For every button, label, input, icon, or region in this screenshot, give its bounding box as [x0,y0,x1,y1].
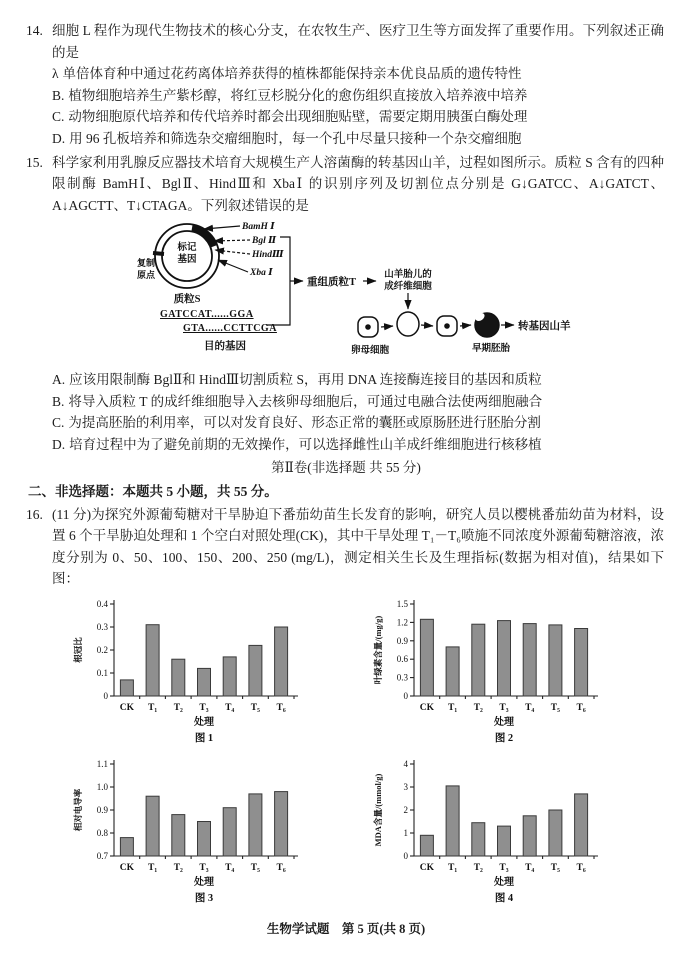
svg-text:图 4: 图 4 [494,893,514,905]
svg-text:图 3: 图 3 [194,893,214,905]
svg-text:T₂: T₂ [173,863,183,874]
svg-text:处理: 处理 [494,716,514,728]
svg-text:CK: CK [119,702,135,713]
bar-T₁ [146,625,159,696]
question-14-stem: 细胞 L 程作为现代生物技术的核心分支，在农牧生产、医疗卫生等方面发挥了重要作用。下列叙述正确的是 [52,23,664,60]
option-label: C. [52,415,65,431]
fibroblast-label-line1: 山羊胎儿的 [384,270,432,281]
bgl2-arrow [214,240,250,241]
option-label: D. [52,130,66,146]
flow-arrow-2 [421,325,433,326]
option-label: D. [52,436,66,452]
svg-text:T₆: T₆ [276,863,286,874]
question-14-option-c [52,106,664,128]
marker-gene-label-line2: 基因 [177,255,197,266]
svg-text:4: 4 [403,759,408,770]
svg-text:0.4: 0.4 [96,598,108,609]
question-14-option-b [52,85,664,107]
svg-text:3: 3 [403,782,408,793]
page-footer: 生物学试题 第 5 页(共 8 页) [266,922,426,937]
xba1-arrow [218,260,248,272]
question-15-diagram [100,220,664,367]
question-14 [28,20,664,150]
question-15-option-d [52,434,664,456]
svg-text:1.0: 1.0 [96,782,108,793]
chart-figure-2 [364,596,626,753]
flow-arrow-3 [460,325,471,326]
bar-T₆ [575,794,588,856]
enzyme-bgl2-label: Bgl Ⅱ [252,236,277,247]
bar-T₅ [249,645,262,696]
svg-text:T₂: T₂ [173,702,183,713]
svg-text:1: 1 [403,828,408,839]
svg-text:T₃: T₃ [499,863,509,874]
bar-T₆ [575,628,588,696]
section2-header: 二、非选择题：本题共 5 小题，共 55 分。 [28,483,278,499]
option-text: 用 96 孔板培养和筛选杂交瘤细胞时，每一个孔中尽量只接种一个杂交瘤细胞 [69,130,522,146]
chart-figure-1 [64,596,326,753]
svg-text:T₁: T₁ [148,863,158,874]
bar-CK [420,619,433,696]
recombinant-plasmid-label: 重组质粒T [307,277,357,289]
svg-text:T₄: T₄ [525,702,535,713]
enzyme-xba1-label: Xba Ⅰ [250,268,273,279]
transgenic-goat-label: 转基因山羊 [518,321,571,333]
question-14-option-a [52,63,664,85]
bar-T₅ [249,794,262,856]
svg-text:T₅: T₅ [250,702,260,713]
svg-text:MDA含量/(mmol/g): MDA含量/(mmol/g) [373,774,383,847]
svg-text:0: 0 [403,851,408,862]
marker-gene-label-line1: 标记 [177,243,197,254]
plasmid-s-label: 质粒S [173,294,201,306]
question-15 [28,152,664,456]
svg-text:处理: 处理 [194,877,214,889]
flow-arrow-1 [381,326,393,327]
svg-text:1.1: 1.1 [96,759,108,770]
chart-figure-3 [64,756,326,913]
option-label: λ [52,66,59,82]
option-label: C. [52,109,65,125]
bar-T₂ [172,815,185,856]
bar-CK [120,680,133,696]
enucleated-oocyte-cell [397,312,419,336]
svg-text:0.9: 0.9 [396,635,408,646]
svg-text:T₁: T₁ [148,702,158,713]
plasmid-diagram [100,220,620,360]
ori-label-line1: 复制 [136,258,156,269]
svg-text:T₄: T₄ [225,702,235,713]
svg-text:T₂: T₂ [473,702,483,713]
svg-text:0: 0 [403,690,408,701]
question-15-option-b [52,391,664,413]
bar-T₂ [172,659,185,696]
bar-T₆ [275,627,288,696]
svg-text:0.6: 0.6 [396,654,408,665]
svg-text:图 2: 图 2 [494,732,514,744]
bar-T₅ [549,625,562,696]
svg-text:T₆: T₆ [276,702,286,713]
bar-T₃ [498,827,511,857]
svg-text:0.8: 0.8 [96,828,108,839]
option-label: A. [52,371,66,387]
target-gene-seq-line2: GTA......CCTTCGA [183,323,277,335]
bar-T₂ [472,624,485,696]
question-16-charts [64,596,664,913]
oocyte-nucleus [365,325,371,331]
chart-figure-4 [364,756,626,913]
oocyte-label: 卵母细胞 [350,346,390,357]
option-label: B. [52,87,65,103]
bar-T₄ [523,816,536,856]
svg-text:1.2: 1.2 [396,617,408,628]
question-16-stem: (11 分)为探究外源葡萄糖对干旱胁迫下番茄幼苗生长发育的影响，研究人员以樱桃番茄幼苗为材料，设置 6 个干旱胁迫处理和 1 个空白对照处理(CK)，其中干旱处理 T₁－T₆喷施不同浓度外源葡萄糖溶液，浓度分别为 0、50、100、150、200、250 (mg/L)，测定相关生长及生理指标(数据为相对值)，结果如下图： [52,506,664,587]
bar-T₅ [549,810,562,856]
bar-T₃ [198,668,211,696]
svg-text:处理: 处理 [494,877,514,889]
reconstructed-cell-nucleus [444,324,450,330]
bamh1-arrow [204,226,240,229]
ori-label-line2: 原点 [136,270,156,281]
svg-text:T₃: T₃ [499,702,509,713]
svg-text:T₃: T₃ [199,863,209,874]
svg-text:0.9: 0.9 [96,805,108,816]
target-gene-seq-line1: GATCCAT......GGA [160,309,254,321]
svg-text:0.7: 0.7 [96,851,108,862]
svg-text:0.3: 0.3 [96,621,108,632]
option-text: 培育过程中为了避免前期的无效操作，可以选择雌性山羊成纤维细胞进行核移植 [69,436,542,452]
svg-text:0.2: 0.2 [96,644,108,655]
svg-text:0: 0 [103,690,108,701]
option-text: 植物细胞培养生产紫杉醇，将红豆杉脱分化的愈伤组织直接放入培养液中培养 [68,87,528,103]
question-15-option-c [52,412,664,434]
svg-text:T₅: T₅ [550,702,560,713]
svg-text:叶绿素含量/(mg/g): 叶绿素含量/(mg/g) [373,615,383,685]
svg-text:CK: CK [119,863,135,874]
question-16-number: 16. [26,506,43,522]
svg-text:T₅: T₅ [550,863,560,874]
svg-text:T₆: T₆ [576,863,586,874]
bar-T₂ [472,823,485,856]
svg-text:2: 2 [403,805,408,816]
bar-T₁ [146,797,159,857]
ori-site-tick [153,253,164,254]
svg-text:0.1: 0.1 [96,667,108,678]
bar-T₃ [498,620,511,695]
target-gene-label: 目的基因 [204,341,246,353]
question-16 [28,504,664,590]
bar-T₆ [275,792,288,856]
svg-text:0.3: 0.3 [396,672,408,683]
svg-text:T₅: T₅ [250,863,260,874]
bar-CK [420,836,433,857]
bar-T₁ [446,786,459,856]
svg-text:CK: CK [419,863,435,874]
bar-T₄ [223,657,236,696]
svg-text:T₆: T₆ [576,702,586,713]
svg-text:处理: 处理 [194,716,214,728]
enzyme-bamh1-label: BamH Ⅰ [242,222,275,233]
bar-T₄ [523,623,536,695]
bar-T₁ [446,647,459,696]
bar-T₄ [223,808,236,856]
question-15-number: 15. [26,154,43,170]
question-14-number: 14. [26,23,43,38]
option-text: 将导入质粒 T 的成纤维细胞导入去核卵母细胞后，可通过电融合法使两细胞融合 [68,393,543,409]
svg-text:图 1: 图 1 [194,732,214,744]
svg-text:T₁: T₁ [448,702,458,713]
bar-CK [120,838,133,856]
svg-text:T₁: T₁ [448,863,458,874]
svg-text:T₂: T₂ [473,863,483,874]
svg-text:根冠比: 根冠比 [73,637,83,663]
part2-title: 第Ⅱ卷(非选择题 共 55 分) [271,460,421,476]
svg-text:T₄: T₄ [225,863,235,874]
question-15-stem: 科学家利用乳腺反应器技术培育大规模生产人溶菌酶的转基因山羊，过程如图所示。质粒 S 含有的四种限制酶 BamHⅠ、BglⅡ、HindⅢ和 XbaⅠ 的识别序列及切割位点分别是 G↓GATCC、A↓GATCT、A↓AGCTT、T↓CTAGA。下列叙述错误的是 [52,154,664,213]
early-embryo-label: 早期胚胎 [471,344,511,355]
svg-text:T₄: T₄ [525,863,535,874]
option-text: 动物细胞原代培养和传代培养时都会出现细胞贴壁，需要定期用胰蛋白酶处理 [68,109,528,125]
fibroblast-label-line2: 成纤维细胞 [384,282,432,293]
option-text: 为提高胚胎的利用率，可以对发育良好、形态正常的囊胚或原肠胚进行胚胎分割 [68,415,541,431]
svg-text:CK: CK [419,702,435,713]
option-text: 应该用限制酶 BglⅡ和 HindⅢ切割质粒 S，再用 DNA 连接酶连接目的基因和质粒 [69,371,542,387]
svg-text:相对电导率: 相对电导率 [73,789,83,832]
svg-text:1.5: 1.5 [396,598,408,609]
option-label: B. [52,393,65,409]
hind3-arrow [215,250,250,254]
question-15-option-a [52,369,664,391]
bar-T₃ [198,822,211,857]
option-text: 单倍体育种中通过花药离体培养获得的植株都能保持亲本优良品质的遗传特性 [62,66,522,82]
svg-text:T₃: T₃ [199,702,209,713]
enzyme-hind3-label: HindⅢ [252,250,284,261]
question-14-option-d [52,128,664,150]
